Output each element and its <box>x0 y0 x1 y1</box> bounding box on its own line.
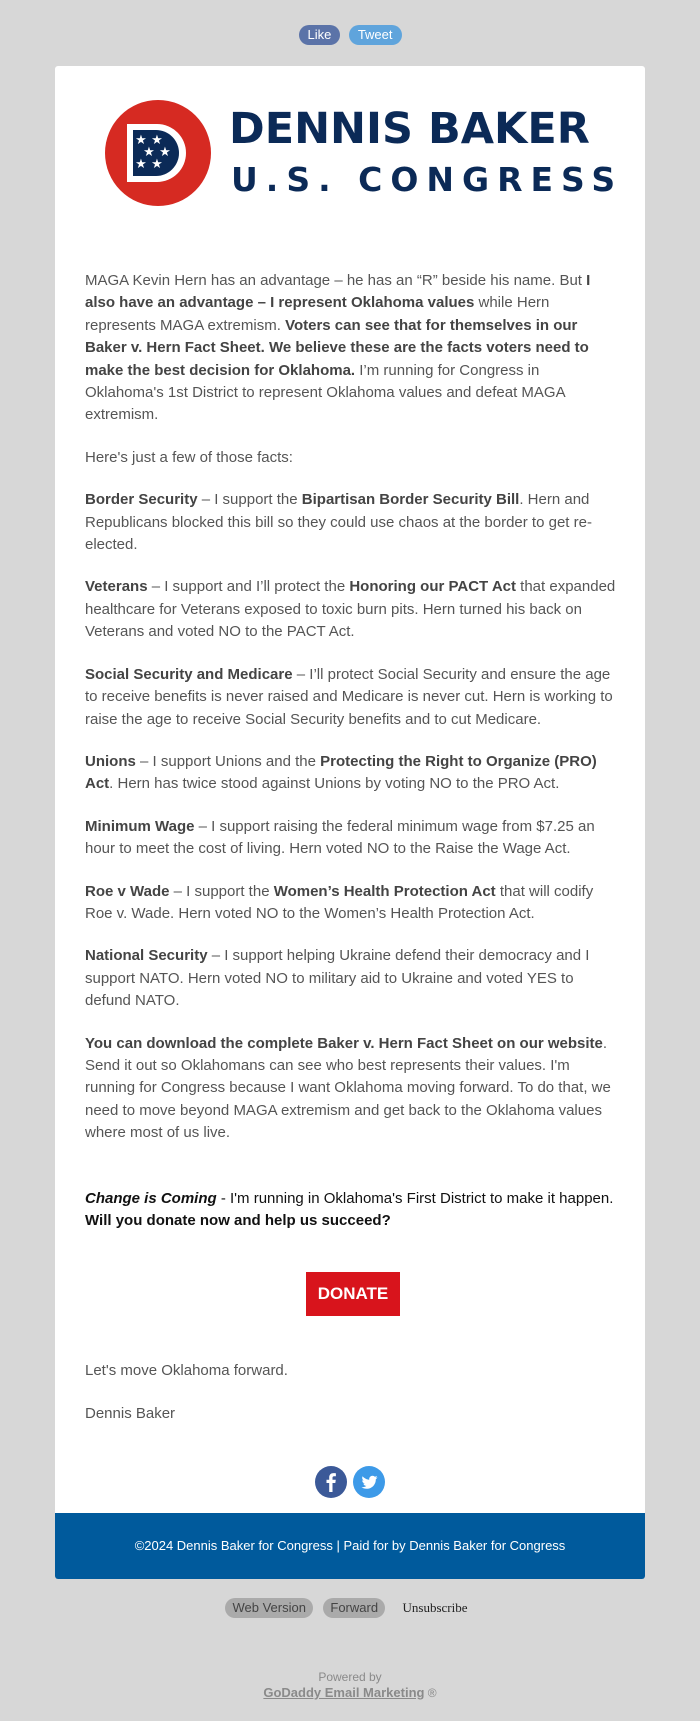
logo-d-stars-icon <box>105 100 211 206</box>
powered-by-label: Powered by <box>318 1670 382 1684</box>
fact-roe-v-wade: Roe v Wade – I support the Women’s Health Protection Act that will codify Roe v. Wade. Hern voted NO to the Women’s Health Protection Act. <box>85 882 594 922</box>
registered-mark: ® <box>424 1686 437 1700</box>
forward-link[interactable]: Forward <box>323 1598 385 1618</box>
campaign-logo <box>105 100 624 210</box>
signature: Dennis Baker <box>85 1404 176 1422</box>
fact-border-security: Border Security – I support the Bipartisan Border Security Bill. Hern and Republicans blocked this bill so they could use chaos at the border to get re-elected. <box>85 491 592 554</box>
svg-text:★: ★ <box>159 145 171 160</box>
fact-sheet-link[interactable]: You can download the complete Baker v. Hern Fact Sheet on our website <box>85 1034 603 1052</box>
svg-text:★: ★ <box>143 145 155 160</box>
powered-by <box>0 1670 700 1701</box>
tweet-button[interactable]: Tweet <box>349 25 402 45</box>
fact-veterans: Veterans – I support and I’ll protect the Honoring our PACT Act that expanded healthcare for Veterans exposed to toxic burn pits. Hern turned his back on Veterans and voted NO to the PACT Act. <box>85 578 616 641</box>
download-paragraph: You can download the complete Baker v. Hern Fact Sheet on our website. Send it out so Oklahomans can see who best represents their values. I'm running for Congress because I want Oklahoma moving forward. To do that, we need to move beyond MAGA extremism and get back to the Oklahoma values where most of us live. <box>85 1034 611 1142</box>
facebook-icon[interactable] <box>315 1466 347 1498</box>
social-links <box>55 1466 645 1498</box>
donate-row <box>85 1272 621 1316</box>
logo-name: DENNIS BAKER <box>229 104 590 154</box>
like-button[interactable]: Like <box>299 25 341 45</box>
donate-appeal: Change is Coming - I'm running in Oklahoma's First District to make it happen. Will you donate now and help us succeed? <box>85 1189 614 1229</box>
fact-social-security: Social Security and Medicare – I’ll protect Social Security and ensure the age to receive benefits is never raised and Medicare is never cut. Hern is working to raise the age to receive Social Security benefits and to cut Medicare. <box>85 665 613 728</box>
email-links <box>0 1598 700 1618</box>
donate-button[interactable]: DONATE <box>306 1272 401 1316</box>
footer-band <box>55 1513 645 1579</box>
fact-minimum-wage: Minimum Wage – I support raising the federal minimum wage from $7.25 an hour to meet the cost of living. Hern voted NO to the Raise the Wage Act. <box>85 817 595 858</box>
email-card <box>55 66 645 1579</box>
fact-national-security: National Security – I support helping Ukraine defend their democracy and I support NATO. Hern voted NO to military aid to Ukraine and voted YES to defund NATO. <box>85 947 590 1010</box>
unsubscribe-link[interactable]: Unsubscribe <box>402 1600 468 1615</box>
closing-line: Let's move Oklahoma forward. <box>85 1362 288 1380</box>
copyright-text: ©2024 Dennis Baker for Congress | Paid for by Dennis Baker for Congress <box>134 1538 566 1553</box>
logo-subtitle: U.S. CONGRESS <box>231 160 624 199</box>
web-version-link[interactable]: Web Version <box>225 1598 312 1618</box>
svg-text:★: ★ <box>151 133 163 148</box>
svg-text:★: ★ <box>151 157 163 172</box>
top-share-bar <box>0 25 700 45</box>
godaddy-link[interactable]: GoDaddy Email Marketing <box>263 1685 425 1700</box>
svg-text:★: ★ <box>135 133 147 148</box>
fact-unions: Unions – I support Unions and the Protecting the Right to Organize (PRO) Act. Hern has twice stood against Unions by voting NO to the PRO Act. <box>85 752 597 793</box>
twitter-icon[interactable] <box>353 1466 385 1498</box>
facts-intro: Here's just a few of those facts: <box>85 448 293 466</box>
svg-text:★: ★ <box>135 157 147 172</box>
intro-paragraph: MAGA Kevin Hern has an advantage – he has an “R” beside his name. But I also have an advantage – I represent Oklahoma values while Hern represents MAGA extremism. Voters can see that for themselves in our Baker v. Hern Fact Sheet. We believe these are the facts voters need to make the best decision for Oklahoma. I’m running for Congress in Oklahoma's 1st District to represent Oklahoma values and defeat MAGA extremism. <box>85 272 591 424</box>
email-body <box>85 270 621 1445</box>
